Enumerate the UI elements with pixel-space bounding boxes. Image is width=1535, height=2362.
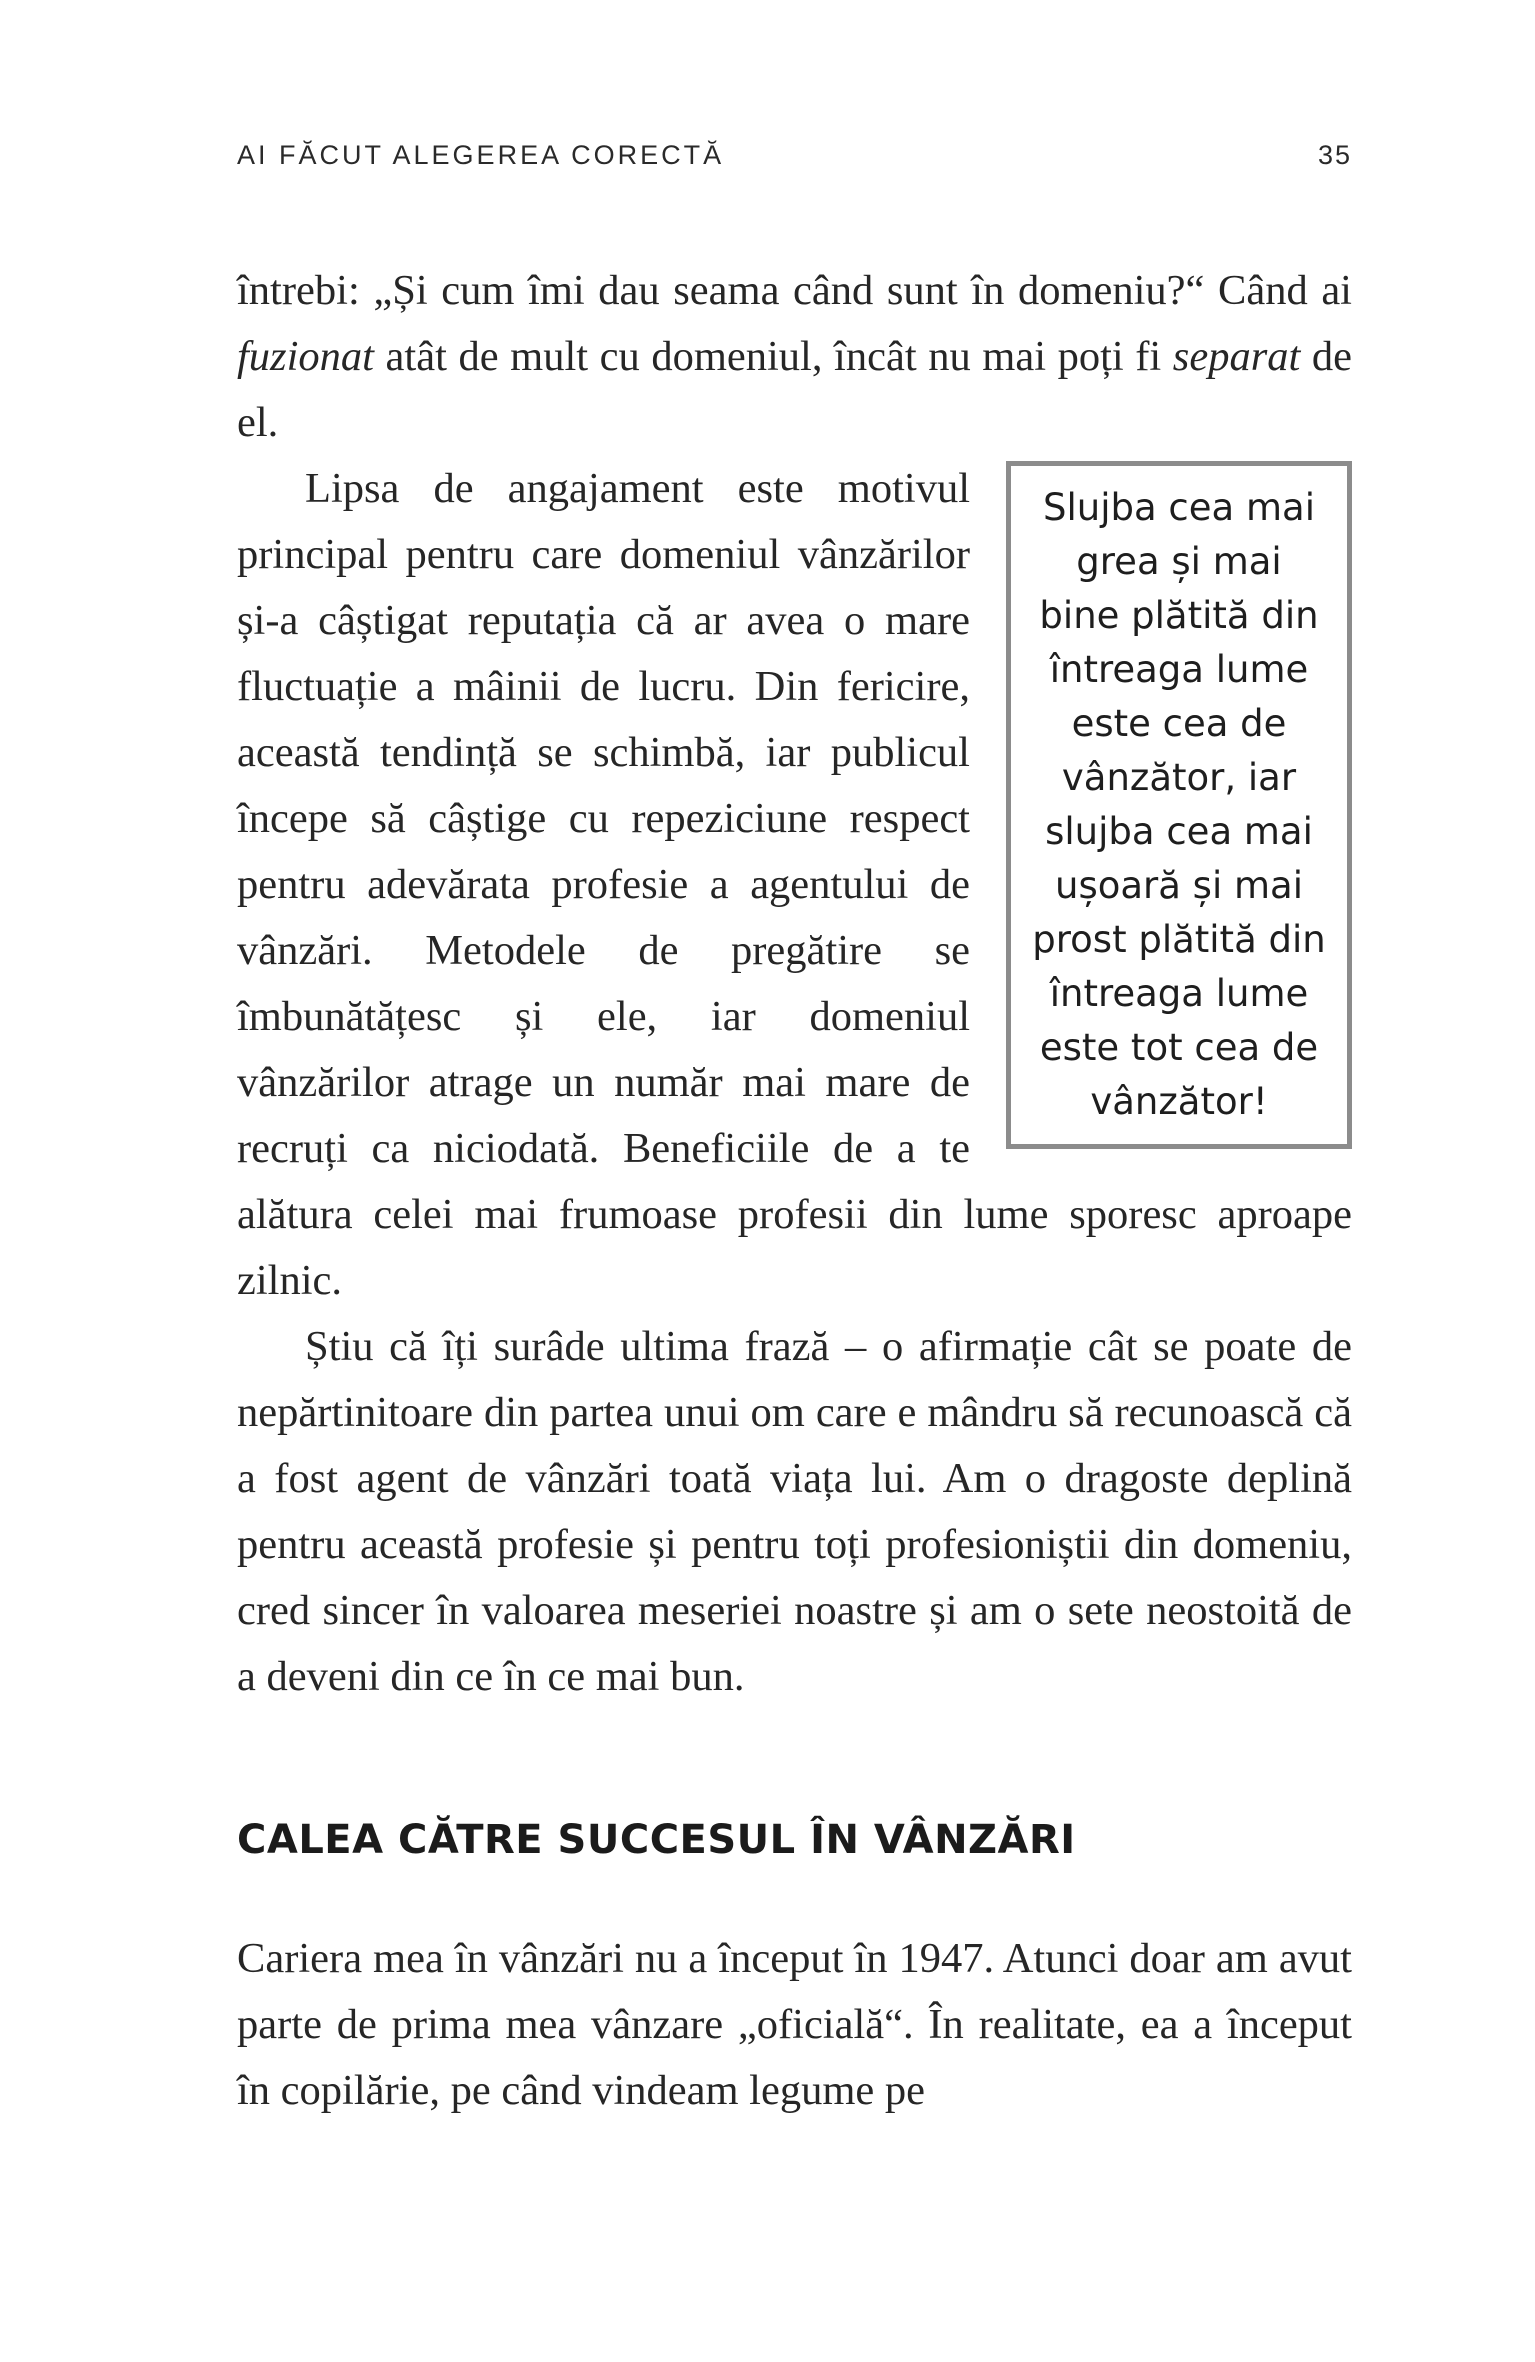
paragraph-3: Știu că îți surâde ultima frază – o afirmație cât se poate de nepărtinitoare din partea unui om care e mândru să recunoască că a fost agent de vânzări toată viața lui. Am o dragoste deplină pentru această profesie și pentru toți profesioniștii din domeniu, cred sincer în valoarea meseriei noastre și am o sete neostoită de a deveni din ce în ce mai bun. [237, 1323, 1352, 1700]
paragraph-1-part-a: întrebi: „Și cum îmi dau seama când sunt în domeniu?“ Când ai [237, 267, 1352, 314]
page-number: 35 [1317, 140, 1352, 170]
section-heading: CALEA CĂTRE SUCCESUL ÎN VÂNZĂRI [237, 1817, 1076, 1863]
emphasis-separat: separat [1172, 333, 1301, 380]
paragraph-1-part-b: atât de mult cu domeniul, încât nu mai poți fi [373, 333, 1173, 380]
pull-quote-box [1006, 461, 1352, 1149]
running-header [237, 140, 1352, 180]
paragraph-1 [237, 258, 1352, 456]
paragraph-4: Cariera mea în vânzări nu a început în 1947. Atunci doar am avut parte de prima mea vânzare „oficială“. În realitate, ea a început în copilărie, pe când vindeam legume pe [237, 1935, 1352, 2114]
paragraph-2: Lipsa de angajament este motivul principal pentru care domeniul vânzărilor și-a câștigat reputația că ar avea o mare fluctuație a mâinii de lucru. Din fericire, această tendință se schimbă, iar publicul începe să câștige cu repeziciune respect pentru adevărata profesie a agentului de vânzări. Metodele de pregătire se îmbunătățesc și ele, iar domeniul vânzărilor atrage un număr mai mare de recruți ca niciodată. Beneficiile de a te alătura celei mai frumoase profesii din lume sporesc aproape zilnic. [237, 465, 1352, 1304]
paragraph-1-part-c: de el. [237, 333, 1352, 446]
pull-quote-text: Slujba cea mai grea și mai bine plătită din întreaga lume este cea de vânzător, iar slujba cea mai ușoară și mai prost plătită din întreaga lume este tot cea de vânzător! [1032, 486, 1326, 1123]
emphasis-fuzionat: fuzionat [237, 333, 374, 380]
running-title: AI FĂCUT ALEGEREA CORECTĂ [237, 140, 725, 170]
page-body [237, 258, 1352, 2124]
